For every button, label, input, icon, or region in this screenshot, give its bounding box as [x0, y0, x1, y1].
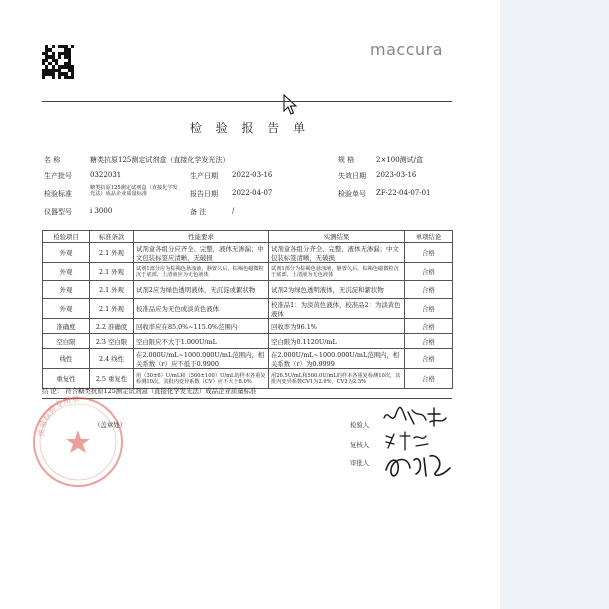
instrument-value: i 3000 — [90, 207, 113, 215]
table-row — [43, 334, 453, 349]
table-cell: 合格 — [405, 263, 453, 281]
results-table — [42, 230, 453, 389]
standard-label: 检验标准 — [44, 190, 72, 198]
column-header: 检验项目 — [43, 231, 90, 243]
conclusion-label: 结 论： — [42, 387, 64, 395]
table-cell: 空白限为0.1120U/mL — [269, 334, 405, 349]
table-cell: 2.2 准确度 — [90, 319, 134, 334]
report-no-value: ZF-22-04-07-01 — [376, 189, 431, 197]
table-cell: 合格 — [405, 369, 453, 389]
exp-date-label: 失效日期 — [338, 172, 366, 180]
official-seal-icon — [28, 392, 128, 492]
table-cell: 2.1 外观 — [90, 281, 134, 299]
seal-text: 质量检验专用章 — [36, 394, 80, 437]
table-cell: 在2.000U/mL~1000.000U/mL范围内，相关系数（r）应不低于0.9900 — [134, 349, 269, 369]
qr-code — [42, 45, 74, 79]
remark-label: 备 注 — [190, 208, 207, 216]
report-no-label: 检验单号 — [338, 190, 366, 198]
table-cell: 外观 — [43, 263, 90, 281]
table-cell: 试剂2应为绿色透明液体，无沉淀或絮状物 — [134, 281, 269, 299]
table-row — [43, 319, 453, 334]
inspector-signature-icon — [380, 404, 450, 430]
mouse-cursor-icon — [283, 94, 297, 116]
viewer-side-panel — [500, 0, 609, 609]
table-cell: 2.3 空白限 — [90, 334, 134, 349]
table-cell: 回收率为96.1% — [269, 319, 405, 334]
table-cell: 2.5 重复性 — [90, 369, 134, 389]
table-cell: 空白限 — [43, 334, 90, 349]
table-header-row — [43, 231, 453, 243]
table-cell: 合格 — [405, 334, 453, 349]
table-row — [43, 299, 453, 319]
column-header: 性能要求 — [134, 231, 269, 243]
table-cell: 合格 — [405, 299, 453, 319]
table-cell: 试剂盒各组分齐全、完整，液体无渗漏；中文包装标签清晰，无破损 — [269, 243, 405, 263]
table-cell: 准确度 — [43, 319, 90, 334]
report-title: 检 验 报 告 单 — [189, 121, 311, 135]
table-cell: 2.4 线性 — [90, 349, 134, 369]
standard-value: 糖类抗原125测定试剂盒（直接化学发光法）成品企业质量标准 — [90, 185, 178, 197]
table-cell: 合格 — [405, 243, 453, 263]
table-cell: 试剂盒各组分应齐全、完整，液体无渗漏；中文包装标签应清晰，无破损 — [134, 243, 269, 263]
brand-logo: maccura — [370, 40, 444, 59]
name-label: 名 称 — [44, 156, 61, 164]
table-cell: 线性 — [43, 349, 90, 369]
approver-label: 审批人 — [350, 459, 370, 467]
table-cell: 外观 — [43, 299, 90, 319]
reviewer-signature-icon — [382, 430, 432, 452]
approver-signature-icon — [380, 450, 460, 482]
table-cell: 在2.000U/mL~1000.000U/mL范围内，相关系数（r）为0.9999 — [269, 349, 405, 369]
report-date-value: 2022-04-07 — [232, 189, 273, 197]
svg-text:质量检验专用章 — [36, 393, 80, 437]
inspector-label: 检验人 — [350, 421, 370, 429]
table-cell: 空白限应不大于1.000U/mL — [134, 334, 269, 349]
remark-value: / — [232, 207, 235, 215]
instrument-label: 仪器型号 — [44, 208, 72, 216]
table-cell: 用26.5U/mL和500.0U/mL的样本各重复检测10次，其批内变异系数CV1为2.9%，CV2为2.5% — [269, 369, 405, 389]
lot-label: 生产批号 — [44, 172, 72, 180]
spec-value: 2×100测试/盒 — [376, 156, 424, 164]
table-cell: 2.1 外观 — [90, 243, 134, 263]
table-cell: 试剂2为绿色透明液体，无沉淀和絮状物 — [269, 281, 405, 299]
table-cell: 校准品应为无色或淡黄色液体 — [134, 299, 269, 319]
table-row — [43, 263, 453, 281]
table-cell: 合格 — [405, 319, 453, 334]
table-cell: 重复性 — [43, 369, 90, 389]
report-date-label: 报告日期 — [190, 190, 218, 198]
table-cell: 回收率应在85.0%~115.0%范围内 — [134, 319, 269, 334]
table-cell: 试剂1部分应为棕褐色悬浊液，静置久后，棕褐色磁微粒沉于底部，上清液应为无色液体 — [134, 263, 269, 281]
reviewer-label: 复核人 — [350, 441, 370, 449]
column-header: 标准条款 — [90, 231, 134, 243]
name-value: 糖类抗原125测定试剂盒（直接化学发光法） — [90, 156, 230, 164]
header-rule — [42, 101, 452, 102]
table-cell: 校准品1：为淡黄色液体，校准品2：为淡黄色液体 — [269, 299, 405, 319]
qr-module — [71, 76, 74, 79]
exp-date-value: 2023-03-16 — [376, 171, 417, 179]
mfg-date-value: 2022-03-16 — [232, 171, 273, 179]
table-cell: 用（30±6）U/mL和（500±100）U/mL的样本各重复检测10次，其批内变异系数（CV）应不大于8.0% — [134, 369, 269, 389]
table-row — [43, 349, 453, 369]
lot-value: 0322031 — [90, 171, 122, 179]
table-cell: 2.1 外观 — [90, 299, 134, 319]
spec-label: 规 格 — [338, 156, 355, 164]
table-row — [43, 243, 453, 263]
conclusion-text: 符合糖类抗原125测定试剂盒（直接化学发光法）成品企业质量标准 — [65, 387, 257, 395]
table-cell: 外观 — [43, 281, 90, 299]
table-cell: 合格 — [405, 349, 453, 369]
table-row — [43, 281, 453, 299]
column-header: 单项结论 — [405, 231, 453, 243]
table-cell: 外观 — [43, 243, 90, 263]
mfg-date-label: 生产日期 — [190, 172, 218, 180]
seal-placeholder-label: （盖章处） — [94, 421, 126, 429]
table-cell: 2.1 外观 — [90, 263, 134, 281]
table-cell: 试剂1部分为棕褐色悬浊液，静置久后，棕褐色磁微粒沉于底部，上清液为无色液体 — [269, 263, 405, 281]
table-cell: 合格 — [405, 281, 453, 299]
column-header: 实测结果 — [269, 231, 405, 243]
